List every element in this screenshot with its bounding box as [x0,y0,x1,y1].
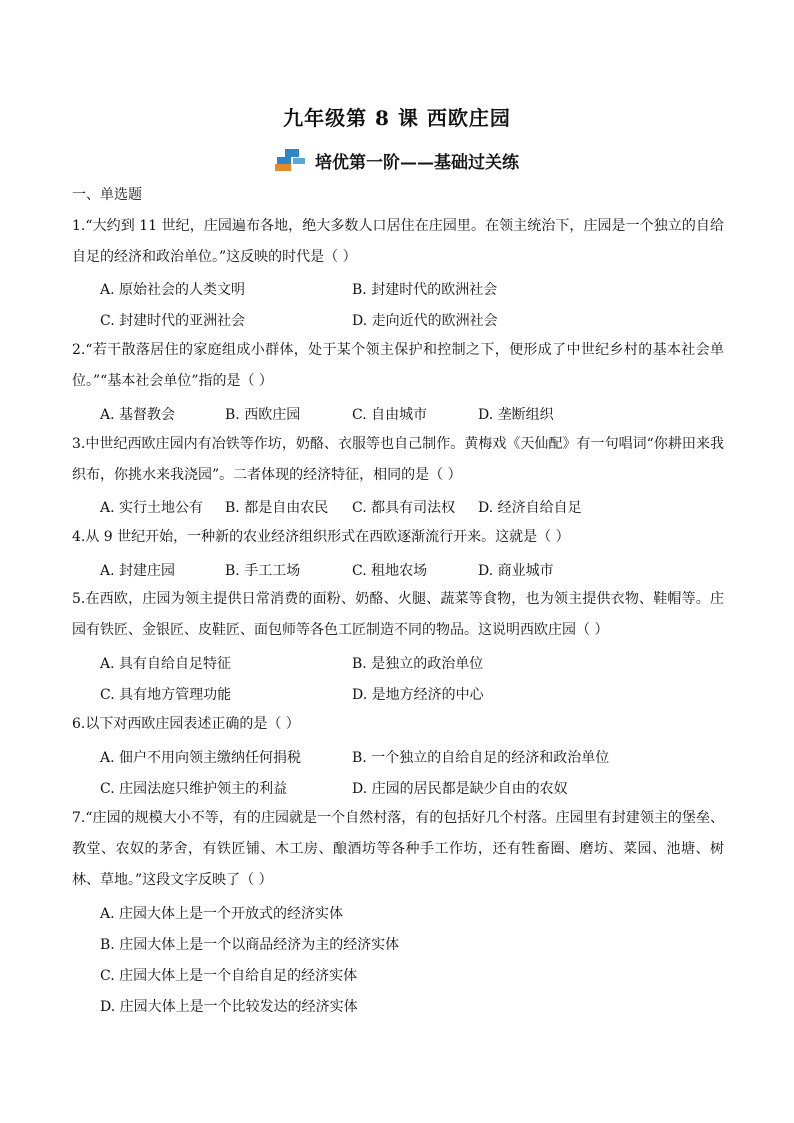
question-5-stem: 5.在西欧，庄园为领主提供日常消费的面粉、奶酪、火腿、蔬菜等食物，也为领主提供衣物、鞋帽等。庄园有铁匠、金银匠、皮鞋匠、面包师等各色工匠制造不同的物品。这说明西欧庄园（ ） [72,591,724,638]
question-2-stem: 2.“若干散落居住的家庭组成小群体，处于某个领主保护和控制之下，便形成了中世纪乡村的基本社会单位。”“基本社会单位”指的是（ ） [72,342,724,389]
question-3-option-d[interactable]: D. 经济自给自足 [478,500,582,516]
question-4-stem: 4.从 9 世纪开始，一种新的农业经济组织形式在西欧逐渐流行开来。这就是（ ） [72,529,570,545]
question-1-option-c[interactable]: C. 封建时代的亚洲社会 [100,313,246,329]
question-6-option-c[interactable]: C. 庄园法庭只维护领主的利益 [100,781,288,797]
question-7-option-c[interactable]: C. 庄园大体上是一个自给自足的经济实体 [100,968,358,984]
question-2-option-b[interactable]: B. 西欧庄园 [225,407,301,423]
question-5-option-c[interactable]: C. 具有地方管理功能 [100,687,232,703]
question-5-option-b[interactable]: B. 是独立的政治单位 [352,656,484,672]
question-5-option-a[interactable]: A. 具有自给自足特征 [100,656,232,672]
page-subtitle [0,148,794,173]
question-3-option-b[interactable]: B. 都是自由农民 [225,500,329,516]
stairs-logo-icon [275,149,309,171]
question-1-option-d[interactable]: D. 走向近代的欧洲社会 [352,313,498,329]
question-7-stem: 7.“庄园的规模大小不等，有的庄园就是一个自然村落，有的包括好几个村落。庄园里有封建领主的堡垒、教堂、农奴的茅舍，有铁匠铺、木工房、酿酒坊等各种手工作坊，还有牲畜圈、磨坊、菜园、池塘、树林、草地。”这段文字反映了（ ） [72,810,724,888]
question-4-option-d[interactable]: D. 商业城市 [478,563,554,579]
question-2-option-d[interactable]: D. 垄断组织 [478,407,554,423]
question-7-option-d[interactable]: D. 庄园大体上是一个比较发达的经济实体 [100,999,358,1015]
question-1-option-b[interactable]: B. 封建时代的欧洲社会 [352,282,498,298]
question-6-stem: 6.以下对西欧庄园表述正确的是（ ） [72,716,300,732]
question-4-option-c[interactable]: C. 租地农场 [352,563,428,579]
question-3-option-a[interactable]: A. 实行土地公有 [100,500,204,516]
question-1-option-a[interactable]: A. 原始社会的人类文明 [100,282,246,298]
question-6-option-d[interactable]: D. 庄园的居民都是缺少自由的农奴 [352,781,568,797]
question-5-option-d[interactable]: D. 是地方经济的中心 [352,687,484,703]
question-2-option-c[interactable]: C. 自由城市 [352,407,428,423]
subtitle-text: 培优第一阶——基础过关练 [315,153,519,173]
question-2-option-a[interactable]: A. 基督教会 [100,407,176,423]
question-3-option-c[interactable]: C. 都具有司法权 [352,500,456,516]
question-4-option-a[interactable]: A. 封建庄园 [100,563,176,579]
question-7-option-b[interactable]: B. 庄园大体上是一个以商品经济为主的经济实体 [100,937,400,953]
section-heading: 一、单选题 [72,187,142,203]
question-6-option-b[interactable]: B. 一个独立的自给自足的经济和政治单位 [352,750,610,766]
question-4-option-b[interactable]: B. 手工工场 [225,563,301,579]
page-title: 九年级第 8 课 西欧庄园 [283,106,511,130]
question-6-option-a[interactable]: A. 佃户不用向领主缴纳任何捐税 [100,750,302,766]
question-1-stem: 1.“大约到 11 世纪，庄园遍布各地，绝大多数人口居住在庄园里。在领主统治下，庄园是一个独立的自给自足的经济和政治单位。”这反映的时代是（ ） [72,218,724,265]
question-3-stem: 3.中世纪西欧庄园内有冶铁等作坊，奶酪、衣服等也自己制作。黄梅戏《天仙配》有一句唱词“你耕田来我织布，你挑水来我浇园”。二者体现的经济特征，相同的是（ ） [72,436,724,483]
question-7-option-a[interactable]: A. 庄园大体上是一个开放式的经济实体 [100,906,344,922]
